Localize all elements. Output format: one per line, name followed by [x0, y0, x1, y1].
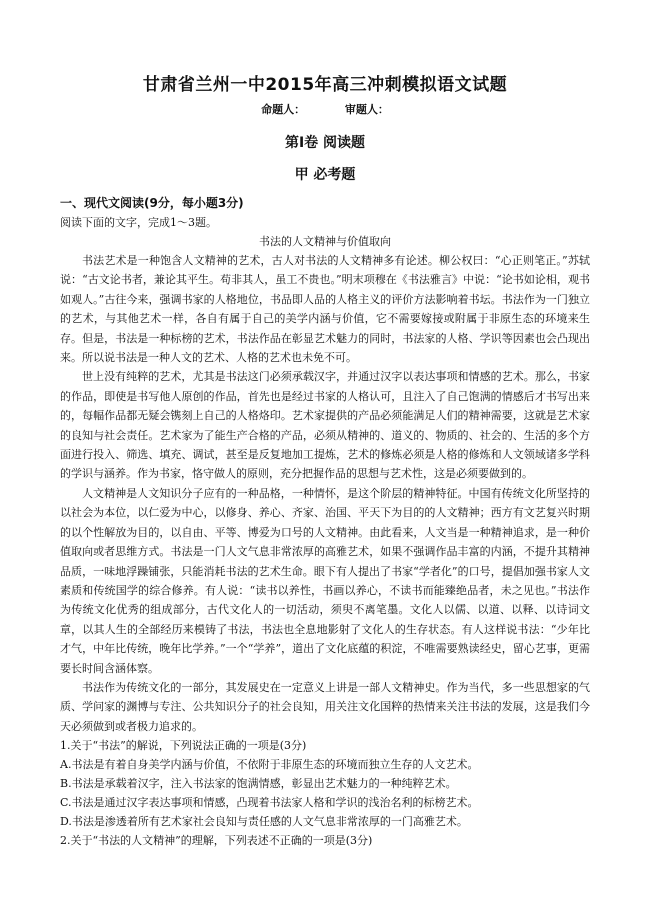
question-stem: 2.关于“书法的人文精神”的理解，下列表述不正确的一项是(3分)	[60, 834, 373, 848]
article-paragraph: 世上没有纯粹的艺术，尤其是书法这门必须承载汉字，并通过汉字以表达事项和情感的艺术。那么，书家的作品，即使是书写他人原创的作品，首先也是经过书家的人格认可，且注入了自己饱满的情感后才书写出来的，每幅作品都无疑会镌刻上自己的人格烙印。艺术家提供的产品必须能满足人们的精神需要，这就是艺术家的良知与社会责任。艺术家为了能生产合格的产品，必须从精神的、道义的、物质的、社会的、生活的多个方面进行投入、筛选、填充、调试，甚至是反复地加工提炼，艺术的修炼必须是人格的修炼和人文领域诸多学科的学识与涵养。作为书家，恪守做人的原则，充分把握作品的思想与艺术性，这是必须要做到的。	[60, 370, 590, 481]
article-paragraph: 书法作为传统文化的一部分，其发展史在一定意义上讲是一部人文精神史。作为当代，多一些思想家的气质、学问家的渊博与专注、公共知识分子的社会良知，用关注文化国粹的热情来关注书法的发展，这是我们今天必须做到或者极力追求的。	[60, 680, 590, 733]
subsection-heading: 甲 必考题	[294, 167, 356, 183]
reviewer-label: 审题人：	[344, 103, 389, 116]
author-label: 命题人：	[261, 103, 306, 116]
article-title: 书法的人文精神与价值取向	[259, 235, 391, 248]
volume-heading: 第Ⅰ卷 阅读题	[284, 135, 366, 151]
section-instruction: 阅读下面的文字，完成1～3题。	[60, 216, 217, 229]
section-modern-reading	[60, 193, 590, 850]
article-paragraph: 人文精神是人文知识分子应有的一种品格，一种情怀，是这个阶层的精神特征。中国有传统文化所坚持的以社会为本位，以仁爱为中心，以修身、养心、齐家、治国、平天下为目的的人文精神；西方有文艺复兴时期的以个性解放为目的，以自由、平等、博爱为口号的人文精神。由此看来，人文当是一种精神追求，是一种价值取向或者思维方式。书法是一门人文气息非常浓厚的高雅艺术，如果不强调作品丰富的内涵，不提升其精神品质，一味地浮躁铺张，只能消耗书法的艺术生命。眼下有人提出了书家“学者化”的口号，提倡加强书家人文素质和传统国学的综合修养。有人说：“读书以养性，书画以养心，不读书而能臻绝品者，未之见也。”书法作为传统文化优秀的组成部分，古代文化人的一切活动，须臾不离笔墨。文化人以儒、以道、以释、以诗词文章，以其人生的全部经历来模铸了书法，书法也全息地影射了文化人的生存状态。有人这样说书法：“少年比才气，中年比传统，晚年比学养。”一个“学养”，道出了文化底蕴的积淀，不唯需要熟读经史，留心艺事，更需要长时间含涵体察。	[60, 486, 590, 675]
author-line	[0, 101, 650, 117]
question-option: D.书法是渗透着所有艺术家社会良知与责任感的人文气息非常浓厚的一门高雅艺术。	[60, 815, 468, 829]
question-option: A.书法是有着自身美学内涵与价值，不依附于非原生态的环境而独立生存的人文艺术。	[60, 758, 479, 772]
question-option: B.书法是承载着汉字，注入书法家的饱满情感，彰显出艺术魅力的一种纯粹艺术。	[60, 777, 457, 791]
question-stem: 1.关于“书法”的解说，下列说法正确的一项是(3分)	[60, 739, 307, 753]
question-option: C.书法是通过汉字表达事项和情感，凸现着书法家人格和学识的浅治名利的标榜艺术。	[60, 796, 479, 810]
exam-title: 甘肃省兰州一中2015年高三冲刺模拟语文试题	[142, 75, 508, 95]
article-paragraph: 书法艺术是一种饱含人文精神的艺术，古人对书法的人文精神多有论述。柳公权曰：“心正则笔正。”苏轼说：“古文论书者，兼论其平生。苟非其人，虽工不贵也。”明末项穆在《书法雅言》中说：“论书如论相，观书如观人。”古往今来，强调书家的人格地位，书品即人品的人格主义的评价方法影响着书坛。书法作为一门独立的艺术，与其他艺术一样，各自有属于自己的美学内涵与价值，它不需要嫁接或附属于非原生态的环境来生存。但是，书法是一种标榜的艺术，书法作品在彰显艺术魅力的同时，书法家的人格、学识等因素也会凸现出来。所以说书法是一种人文的艺术、人格的艺术也未免不可。	[60, 254, 590, 365]
section-heading: 一、现代文阅读(9分，每小题3分)	[60, 196, 244, 210]
